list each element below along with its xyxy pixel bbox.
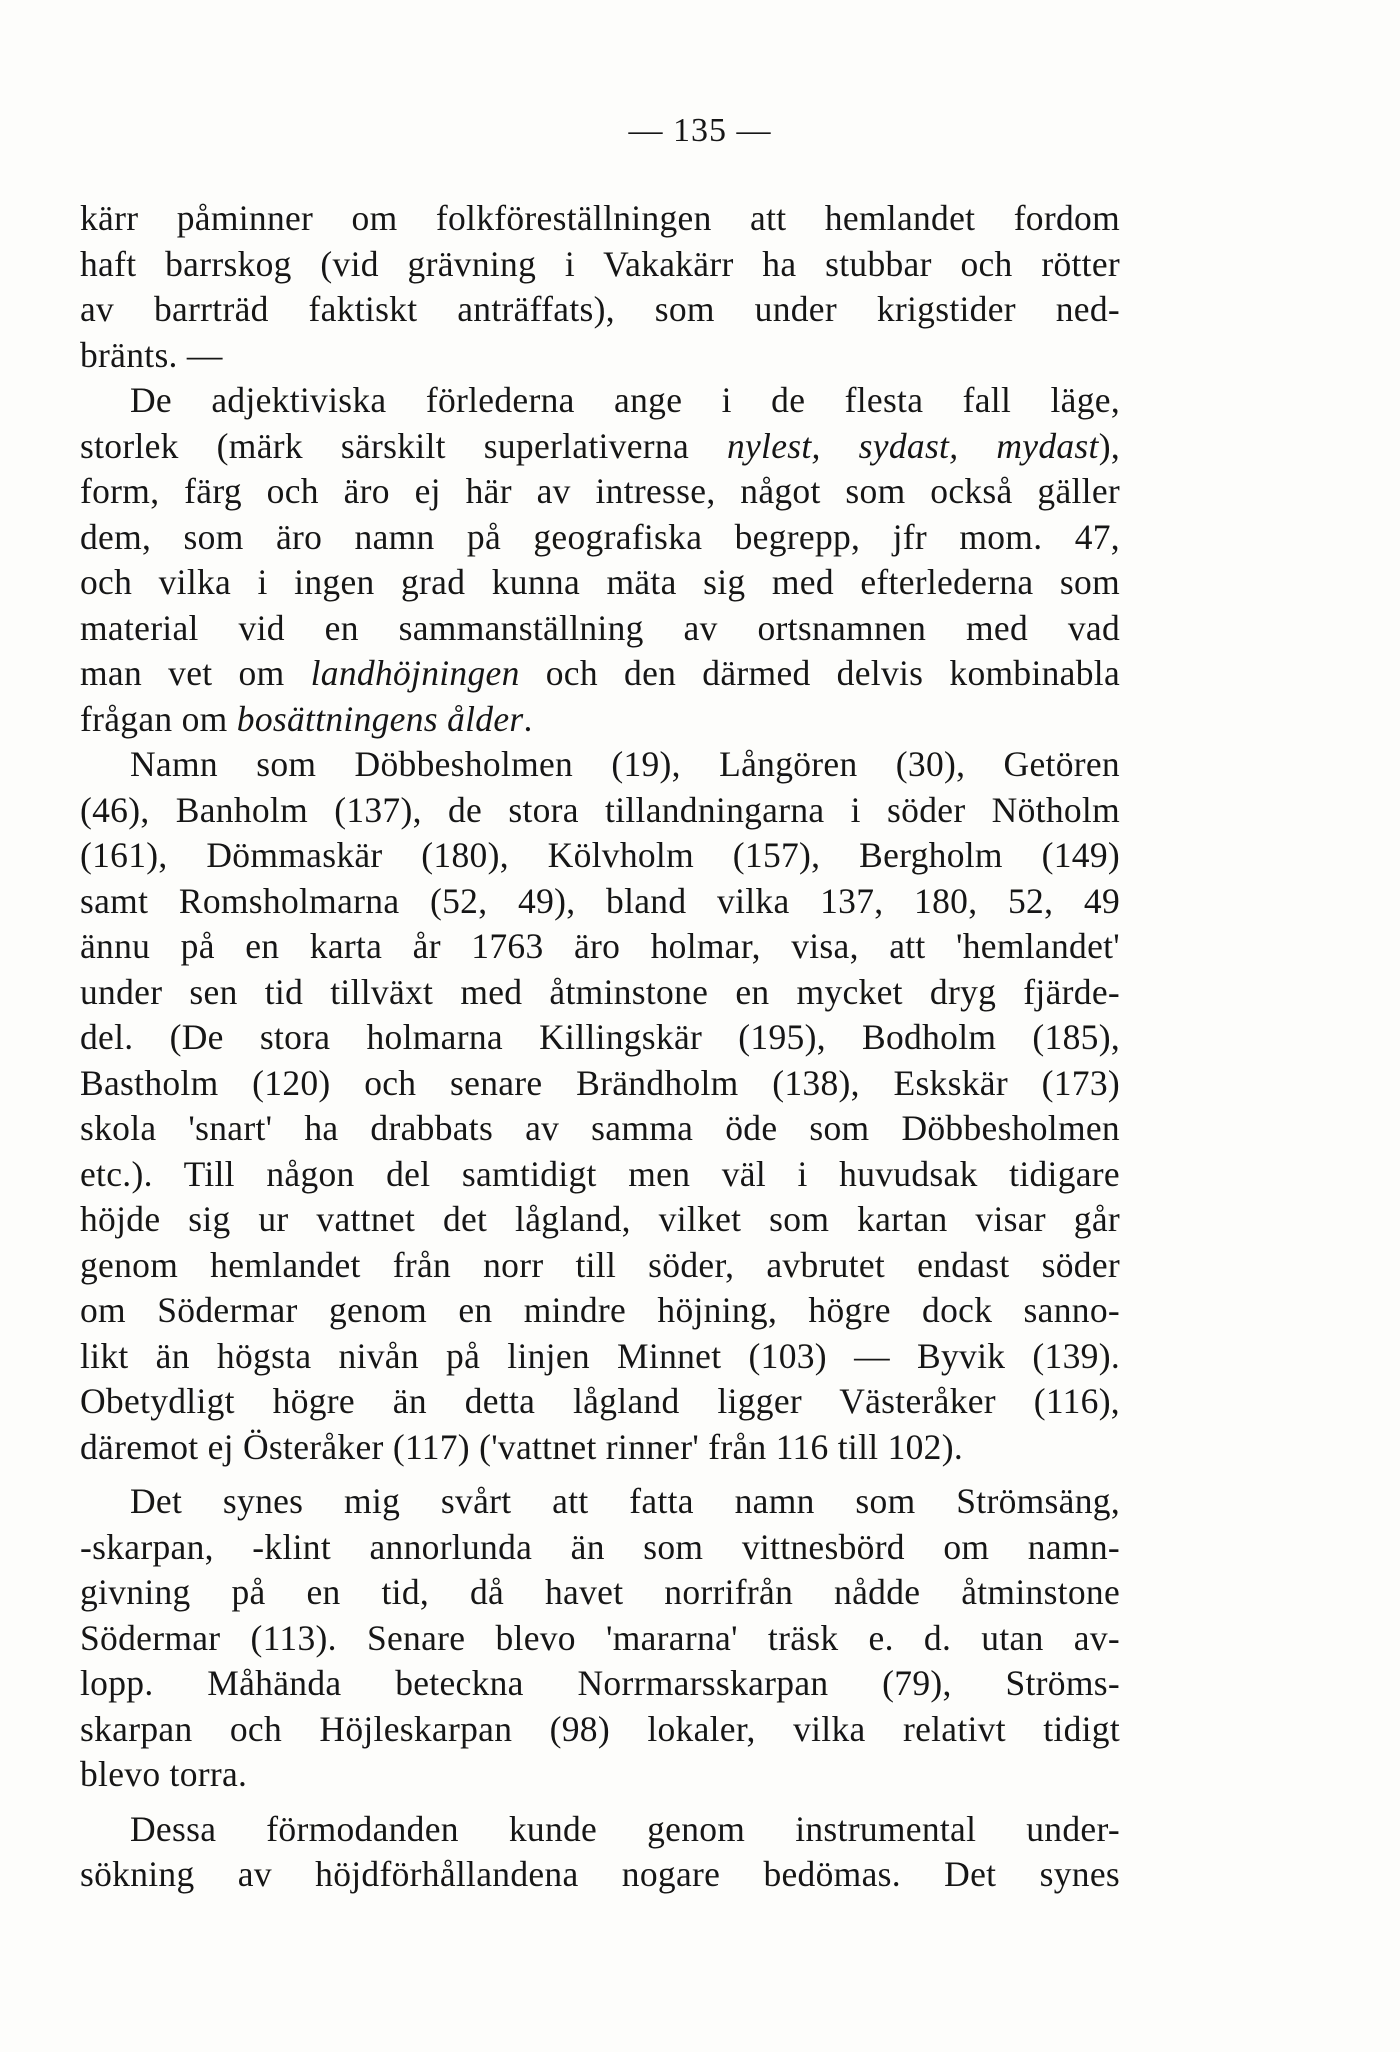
text-line: dem, som äro namn på geografiska begrepp, jfr mom. 47, bbox=[80, 516, 1120, 557]
text-line: Södermar (113). Senare blevo 'mararna' träsk e. d. utan av- bbox=[80, 1617, 1120, 1658]
text-line: skola 'snart' ha drabbats av samma öde som Döbbesholmen bbox=[80, 1108, 1120, 1148]
text-line: om Södermar genom en mindre höjning, högre dock sanno- bbox=[80, 1290, 1120, 1330]
text-line: genom hemlandet från norr till söder, avbrutet endast söder bbox=[80, 1244, 1120, 1285]
text-line: haft barrskog (vid grävning i Vakakärr ha stubbar och rötter bbox=[80, 243, 1120, 284]
text-line: Dessa förmodanden kunde genom instrumental under- bbox=[130, 1808, 1120, 1849]
text-line: av barrträd faktiskt anträffats), som under krigstider ned- bbox=[80, 289, 1120, 329]
text-line: och vilka i ingen grad kunna mäta sig med efterlederna som bbox=[80, 562, 1120, 602]
text-line: etc.). Till någon del samtidigt men väl i huvudsak tidigare bbox=[80, 1153, 1120, 1194]
text-line: (161), Dömmaskär (180), Kölvholm (157), Bergholm (149) bbox=[80, 835, 1120, 875]
text-line: ännu på en karta år 1763 äro holmar, visa, att 'hemlandet' bbox=[80, 926, 1120, 966]
text-line: skarpan och Höjleskarpan (98) lokaler, vilka relativt tidigt bbox=[80, 1708, 1120, 1749]
italic-term: bosättningens ålder bbox=[236, 698, 524, 739]
text-line: storlek (märk särskilt superlativerna nylest, sydast, mydast), bbox=[80, 425, 1120, 466]
text-line: likt än högsta nivån på linjen Minnet (103) — Byvik (139). bbox=[80, 1335, 1120, 1376]
text-line: (46), Banholm (137), de stora tillandningarna i söder Nötholm bbox=[80, 789, 1120, 830]
paragraph bbox=[80, 378, 1120, 742]
text-line: däremot ej Österåker (117) ('vattnet rinner' från 116 till 102). bbox=[80, 1426, 964, 1467]
text-line: frågan om bosättningens ålder. bbox=[80, 698, 533, 739]
text-line: givning på en tid, då havet norrifrån nådde åtminstone bbox=[80, 1572, 1120, 1612]
text-line: blevo torra. bbox=[80, 1754, 248, 1794]
text-line: man vet om landhöjningen och den därmed delvis kombinabla bbox=[80, 653, 1120, 693]
text-line: Obetydligt högre än detta lågland ligger Västeråker (116), bbox=[80, 1381, 1120, 1421]
text-line: del. (De stora holmarna Killingskär (195), Bodholm (185), bbox=[80, 1017, 1120, 1057]
text-line: bränts. — bbox=[80, 334, 223, 375]
text-line: höjde sig ur vattnet det lågland, vilket som kartan visar går bbox=[80, 1199, 1120, 1239]
paragraph bbox=[80, 742, 1120, 1470]
body-text bbox=[80, 196, 1120, 1898]
italic-term: landhöjningen bbox=[310, 653, 520, 693]
text-line: under sen tid tillväxt med åtminstone en mycket dryg fjärde- bbox=[80, 971, 1120, 1012]
text-line: lopp. Måhända beteckna Norrmarsskarpan (79), Ströms- bbox=[80, 1663, 1120, 1703]
text-line: Det synes mig svårt att fatta namn som Strömsäng, bbox=[130, 1481, 1120, 1521]
text-line: Bastholm (120) och senare Brändholm (138), Eskskär (173) bbox=[80, 1062, 1120, 1103]
text-line: sökning av höjdförhållandena nogare bedömas. Det synes bbox=[80, 1854, 1120, 1894]
paragraph bbox=[80, 1479, 1120, 1798]
text-line: -skarpan, -klint annorlunda än som vittnesbörd om namn- bbox=[80, 1526, 1120, 1567]
page-number: — 135 — bbox=[628, 112, 772, 149]
text-line: form, färg och äro ej här av intresse, något som också gäller bbox=[80, 471, 1120, 511]
text-line: Namn som Döbbesholmen (19), Långören (30), Getören bbox=[130, 744, 1120, 784]
text-line: kärr påminner om folkföreställningen att hemlandet fordom bbox=[80, 198, 1120, 238]
text-line: De adjektiviska förlederna ange i de flesta fall läge, bbox=[130, 380, 1120, 420]
italic-term: nylest, sydast, mydast bbox=[726, 425, 1099, 466]
paragraph bbox=[80, 1807, 1120, 1898]
text-line: material vid en sammanställning av ortsnamnen med vad bbox=[80, 607, 1120, 648]
paragraph bbox=[80, 196, 1120, 378]
text-line: samt Romsholmarna (52, 49), bland vilka 137, 180, 52, 49 bbox=[80, 880, 1120, 921]
